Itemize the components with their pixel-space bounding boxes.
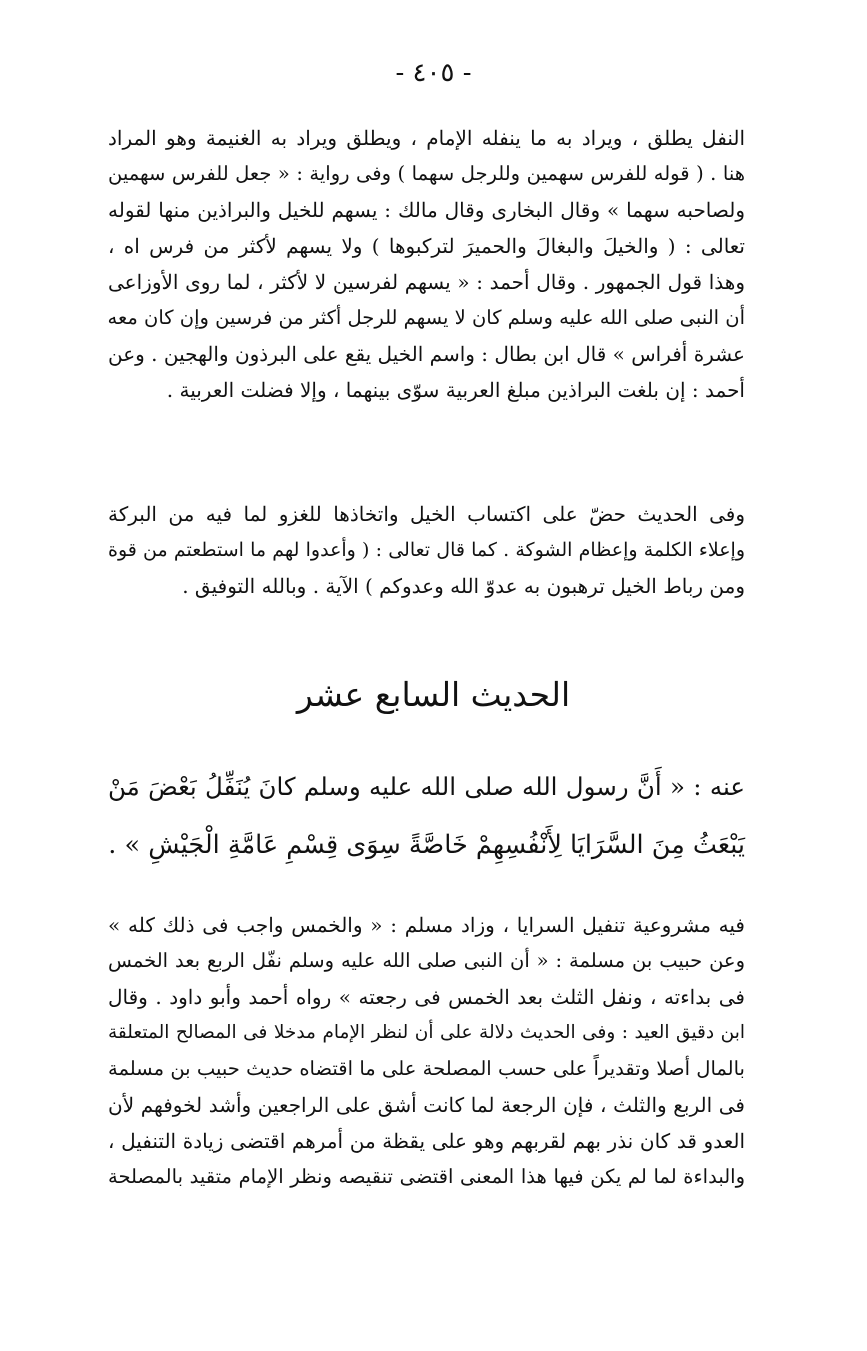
text-line: وهذا قول الجمهور . وقال أحمد : « يسهم لفرسين لا لأكثر ، لما روى الأوزاعى xyxy=(108,270,745,294)
commentary-paragraph-3 xyxy=(108,907,745,1195)
text-line: عشرة أفراس » قال ابن بطال : واسم الخيل يقع على البرذون والهجين . وعن xyxy=(108,342,745,366)
text-line: تعالى : ( والخيلَ والبغالَ والحميرَ لتركبوها ) ولا يسهم لأكثر من فرس اه ، xyxy=(108,234,745,258)
text-line: وفى الحديث حضّ على اكتساب الخيل واتخاذها للغزو لما فيه من البركة xyxy=(108,502,745,526)
text-line: النفل يطلق ، ويراد به ما ينفله الإمام ، ويطلق ويراد به الغنيمة وهو المراد xyxy=(108,126,745,150)
text-line: وعن حبيب بن مسلمة : « أن النبى صلى الله عليه وسلم نفّل الربع بعد الخمس xyxy=(108,949,745,972)
page-number: - ٤٠٥ - xyxy=(395,58,472,88)
text-line: فى الربع والثلث ، فإن الرجعة لما كانت أشق على الراجعين وأشد لخوفهم لأن xyxy=(108,1093,745,1117)
text-line: ابن دقيق العيد : وفى الحديث دلالة على أن لنظر الإمام مدخلا فى المصالح المتعلقة xyxy=(108,1022,745,1043)
text-line: هنا . ( قوله للفرس سهمين وللرجل سهما ) وفى رواية : « جعل للفرس سهمين xyxy=(108,162,745,185)
text-line: فيه مشروعية تنفيل السرايا ، وزاد مسلم : « والخمس واجب فى ذلك كله » xyxy=(108,913,745,937)
text-line: أن النبى صلى الله عليه وسلم كان لا يسهم للرجل أكثر من فرسين وإن كان معه xyxy=(107,306,745,329)
text-line: فى بداءته ، ونفل الثلث بعد الخمس فى رجعته » رواه أحمد وأبو داود . وقال xyxy=(108,985,745,1009)
commentary-paragraph-1 xyxy=(108,120,745,408)
hadith-text xyxy=(108,758,745,874)
section-heading: الحديث السابع عشر xyxy=(296,675,571,714)
text-line: ولصاحبه سهما » وقال البخارى وقال مالك : يسهم للخيل والبراذين منها لقوله xyxy=(108,198,745,222)
hadith-line: عنه : « أَنَّ رسول الله صلى الله عليه وسلم كانَ يُنَفِّلُ بَعْضَ مَنْ xyxy=(108,772,745,801)
hadith-line: يَبْعَثُ مِنَ السَّرَايَا لِأَنْفُسِهِمْ خَاصَّةً سِوَى قِسْمِ عَامَّةِ الْجَيْشِ » . xyxy=(108,830,745,860)
text-line: وإعلاء الكلمة وإعظام الشوكة . كما قال تعالى : ( وأعدوا لهم ما استطعتم من قوة xyxy=(108,539,745,561)
commentary-paragraph-2 xyxy=(108,496,745,604)
text-line: ومن رباط الخيل ترهبون به عدوّ الله وعدوكم ) الآية . وبالله التوفيق . xyxy=(182,574,745,598)
text-line: بالمال أصلا وتقديراً على حسب المصلحة على ما اقتضاه حديث حبيب بن مسلمة xyxy=(108,1057,745,1080)
text-line: والبداءة لما لم يكن فيها هذا المعنى اقتضى تنقيصه ونظر الإمام متقيد بالمصلحة xyxy=(108,1165,745,1188)
text-line: العدو قد كان نذر بهم لقربهم وهو على يقظة من أمرهم اقتضى زيادة التنفيل ، xyxy=(108,1129,745,1153)
text-line: أحمد : إن بلغت البراذين مبلغ العربية سوّى بينهما ، وإلا فضلت العربية . xyxy=(166,378,745,402)
